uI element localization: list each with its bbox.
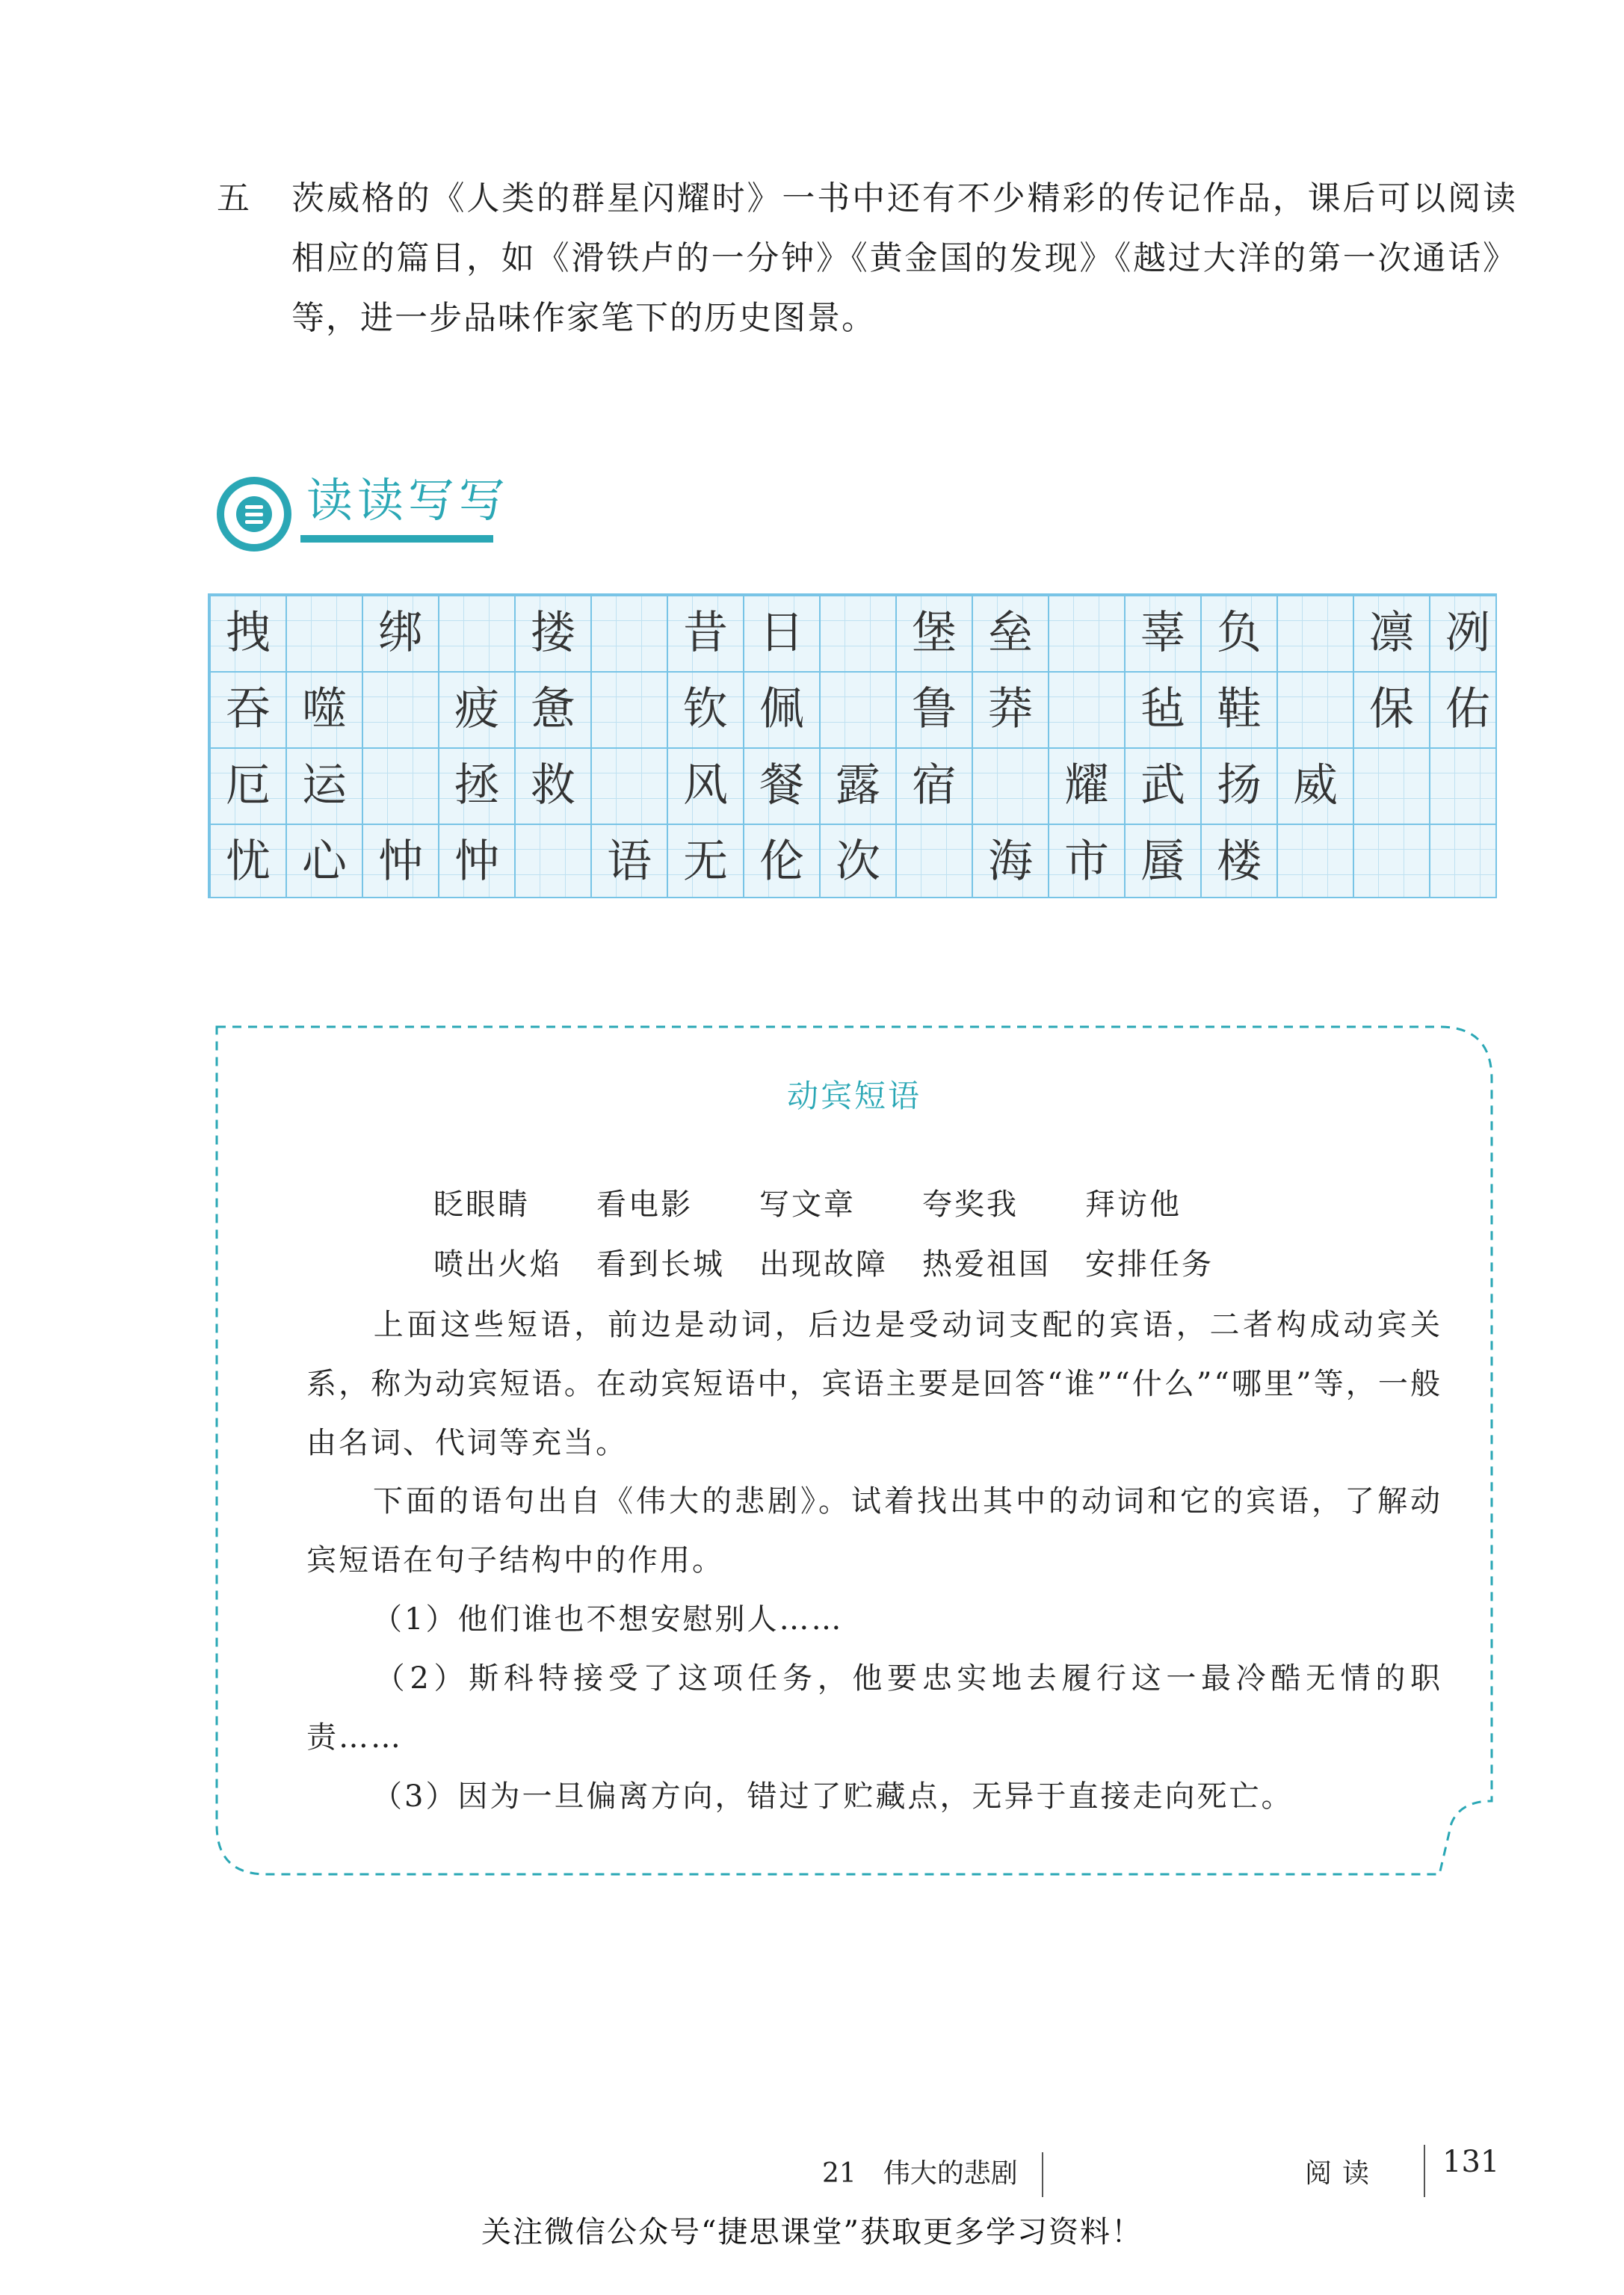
section-title: 读读写写 [306, 473, 510, 528]
grid-row [209, 747, 1495, 824]
grid-word: 风餐露宿 [683, 759, 988, 812]
example-sentence [306, 1590, 1442, 1649]
footer-note: 关注微信公众号“捷思课堂”获取更多学习资料！ [481, 2215, 1143, 2249]
phrase: 安排任务 [1085, 1247, 1214, 1282]
grid-row [209, 671, 1522, 747]
grid-word: 毡鞋 [1140, 683, 1293, 735]
box-title: 动宾短语 [786, 1078, 921, 1114]
grid-word: 耀武扬威 [1064, 759, 1369, 812]
sentence-text: （3）因为一旦偏离方向，错过了贮藏点，无异于直接走向死亡。 [372, 1779, 1294, 1814]
grid-word: 辜负 [1140, 607, 1293, 659]
grid-word: 昔日 [683, 607, 836, 659]
grid-word: 钦佩 [683, 683, 836, 735]
grid-word: 拯救 [454, 759, 607, 812]
example-sentence [306, 1767, 1442, 1826]
example-sentence [306, 1649, 1442, 1767]
page-number: 131 [1442, 2145, 1500, 2179]
paragraph-text: 下面的语句出自《伟大的悲剧》。试着找出其中的动词和它的宾语，了解动宾短语在句子结构中的作用。 [306, 1484, 1442, 1578]
grid-word: 堡垒 [912, 607, 1064, 659]
grid-word: 忧心忡忡 [226, 835, 531, 888]
phrase: 看到长城 [596, 1247, 725, 1282]
phrase: 眨眼睛 [433, 1187, 530, 1222]
explanation-paragraph [306, 1296, 1442, 1473]
footer-divider [1042, 2152, 1043, 2197]
lesson-title: 21 伟大的悲剧 [822, 2158, 1018, 2189]
grid-word: 厄运 [226, 759, 378, 812]
grid-word: 拽 [226, 607, 302, 659]
grid-word: 海市蜃楼 [988, 835, 1293, 888]
grid-word: 语无伦次 [607, 835, 912, 888]
grid-word: 保佑 [1369, 683, 1522, 735]
sentence-text: （1）他们谁也不想安慰别人…… [372, 1602, 844, 1637]
footer-divider [1424, 2145, 1425, 2197]
section-underline [300, 535, 493, 543]
grid-word: 吞噬 [226, 683, 378, 735]
grid-word: 搂 [531, 607, 607, 659]
grid-word: 绑 [378, 607, 454, 659]
grid-row [209, 595, 1522, 671]
vocabulary-grid [208, 593, 1522, 898]
grid-word: 疲惫 [454, 683, 607, 735]
phrase: 出现故障 [759, 1247, 888, 1282]
grid-word: 鲁莽 [912, 683, 1064, 735]
unit-label: 阅读 [1305, 2158, 1380, 2189]
phrase: 夸奖我 [922, 1187, 1019, 1222]
three-lines-icon [217, 477, 291, 552]
grid-word: 凛冽 [1369, 607, 1522, 659]
phrase: 写文章 [759, 1187, 856, 1222]
phrase: 拜访他 [1085, 1187, 1182, 1222]
phrase: 看电影 [596, 1187, 693, 1222]
phrase: 热爱祖国 [922, 1247, 1051, 1282]
phrase: 喷出火焰 [433, 1247, 562, 1282]
paragraph-text: 上面这些短语，前边是动词，后边是受动词支配的宾语，二者构成动宾关系，称为动宾短语。在动宾短语中，宾语主要是回答“谁”“什么”“哪里”等，一般由名词、代词等充当。 [306, 1308, 1442, 1460]
instruction-paragraph [306, 1472, 1442, 1590]
exercise-text: 茨威格的《人类的群星闪耀时》一书中还有不少精彩的传记作品，课后可以阅读相应的篇目，如《滑铁卢的一分钟》《黄金国的发现》《越过大洋的第一次通话》等，进一步品味作家笔下的历史图景。 [291, 179, 1517, 337]
sentence-text: （2）斯科特接受了这项任务，他要忠实地去履行这一最冷酷无情的职责…… [306, 1661, 1442, 1755]
exercise-number: 五 [217, 179, 250, 217]
grid-row [209, 824, 1495, 900]
